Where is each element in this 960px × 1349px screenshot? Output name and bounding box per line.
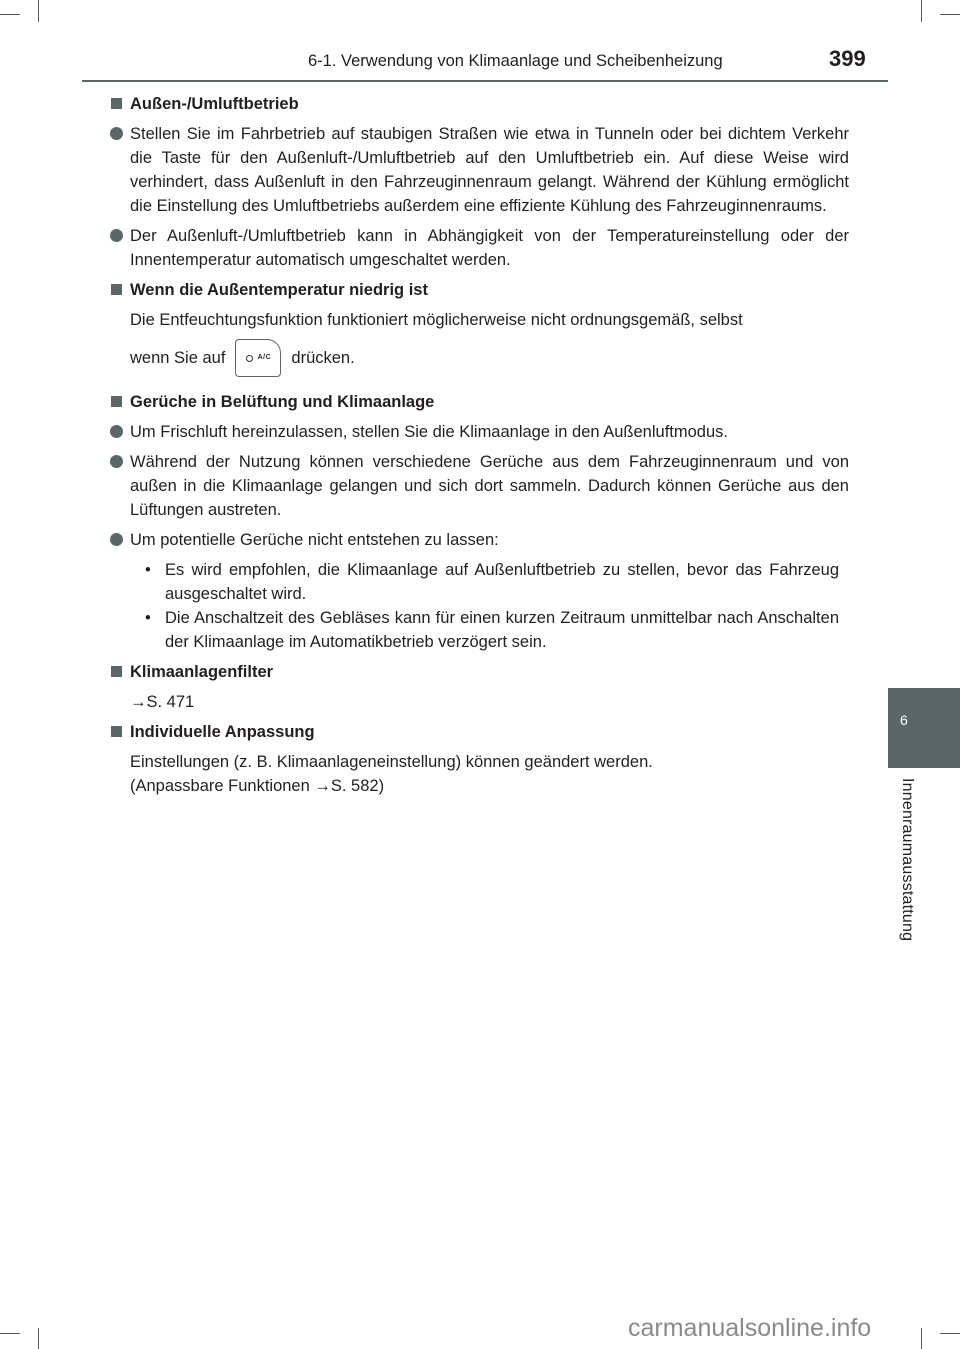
paragraph-with-button bbox=[109, 332, 849, 384]
ac-button-icon bbox=[235, 339, 281, 377]
crop-mark bbox=[38, 1328, 39, 1349]
paragraph: Einstellungen (z. B. Klimaanlageneinstellung) können geändert werden. bbox=[130, 753, 653, 771]
chapter-tab-number: 6 bbox=[900, 712, 908, 728]
section-heading-text: Wenn die Außentemperatur niedrig ist bbox=[130, 281, 428, 299]
page-reference-link[interactable]: →S. 471 bbox=[130, 693, 195, 711]
circle-bullet-icon bbox=[110, 455, 123, 468]
section-heading bbox=[109, 92, 849, 116]
bullet-text: Der Außenluft-/Umluftbetrieb kann in Abhängigkeit von der Temperatureinstellung oder der Innentemperatur automatisch umgeschaltet werden. bbox=[130, 227, 849, 269]
indicator-light-icon bbox=[246, 355, 253, 362]
square-bullet-icon bbox=[111, 98, 122, 109]
watermark: carmanualsonline.info bbox=[628, 1314, 872, 1342]
bullet-text: Um potentielle Gerüche nicht entstehen zu lassen: bbox=[130, 531, 499, 549]
crop-mark bbox=[0, 1333, 20, 1334]
bullet-text: Während der Nutzung können verschiedene Gerüche aus dem Fahrzeuginnenraum und von außen in die Klimaanlage gelangen und sich dort sammeln. Dadurch können Gerüche aus den Lüftungen austreten. bbox=[130, 453, 849, 519]
sub-list-item bbox=[109, 558, 849, 606]
sub-list-item bbox=[109, 606, 849, 654]
circle-bullet-icon bbox=[110, 127, 123, 140]
circle-bullet-icon bbox=[110, 229, 123, 242]
square-bullet-icon bbox=[111, 666, 122, 677]
crop-mark bbox=[0, 14, 20, 15]
paragraph-text: drücken. bbox=[291, 349, 355, 367]
crop-mark bbox=[940, 14, 960, 15]
bullet-item bbox=[109, 122, 849, 218]
chapter-tab-label: Innenraumausstattung bbox=[899, 778, 916, 942]
ac-button-label: A/C bbox=[257, 354, 272, 361]
bullet-item bbox=[109, 224, 849, 272]
bullet-text: Um Frischluft hereinzulassen, stellen Sie die Klimaanlage in den Außenluftmodus. bbox=[130, 423, 728, 441]
page-reference-link[interactable]: (Anpassbare Funktionen →S. 582) bbox=[130, 777, 385, 795]
crop-mark bbox=[921, 0, 922, 22]
bullet-text: Stellen Sie im Fahrbetrieb auf staubigen Straßen wie etwa in Tunneln oder bei dichtem Verkehr die Taste für den Außenluft-/Umluftbetrieb auf den Umluftbetrieb ein. Auf diese Weise wird verhindert, dass Außenluft in den Fahrzeuginnenraum gelangt. Während der Kühlung ermöglicht die Einstellung des Umluftbetriebs außerdem eine effiziente Kühlung des Fahrzeuginnenraums. bbox=[130, 125, 849, 215]
square-bullet-icon bbox=[111, 396, 122, 407]
dot-bullet-icon: • bbox=[145, 609, 151, 627]
section-heading-text: Individuelle Anpassung bbox=[130, 723, 315, 741]
crop-mark bbox=[38, 0, 39, 22]
bullet-item bbox=[109, 420, 849, 444]
crop-mark bbox=[921, 1328, 922, 1349]
square-bullet-icon bbox=[111, 284, 122, 295]
circle-bullet-icon bbox=[110, 533, 123, 546]
bullet-item bbox=[109, 528, 849, 552]
section-heading-text: Klimaanlagenfilter bbox=[130, 663, 274, 681]
section-heading-text: Außen-/Umluftbetrieb bbox=[130, 95, 299, 113]
section-heading bbox=[109, 278, 849, 302]
section-heading-text: Gerüche in Belüftung und Klimaanlage bbox=[130, 393, 435, 411]
sub-list-text: Es wird empfohlen, die Klimaanlage auf Außenluftbetrieb zu stellen, bevor das Fahrzeug ausgeschaltet wird. bbox=[165, 561, 839, 603]
chapter-tab bbox=[888, 688, 960, 768]
dot-bullet-icon: • bbox=[145, 561, 151, 579]
bullet-item bbox=[109, 450, 849, 522]
page-header-title: 6-1. Verwendung von Klimaanlage und Scheibenheizung bbox=[308, 52, 723, 70]
section-heading bbox=[109, 720, 849, 744]
page-number: 399 bbox=[829, 46, 866, 71]
section-heading bbox=[109, 390, 849, 414]
square-bullet-icon bbox=[111, 726, 122, 737]
section-heading bbox=[109, 660, 849, 684]
sub-list-text: Die Anschaltzeit des Gebläses kann für einen kurzen Zeitraum unmittelbar nach Anschalten der Klimaanlage im Automatikbetrieb verzögert sein. bbox=[165, 609, 839, 651]
circle-bullet-icon bbox=[110, 425, 123, 438]
header-divider bbox=[82, 80, 888, 82]
crop-mark bbox=[940, 1333, 960, 1334]
paragraph-text: wenn Sie auf bbox=[130, 349, 226, 367]
paragraph: Die Entfeuchtungsfunktion funktioniert möglicherweise nicht ordnungsgemäß, selbst bbox=[130, 311, 743, 329]
page-content bbox=[109, 92, 849, 804]
